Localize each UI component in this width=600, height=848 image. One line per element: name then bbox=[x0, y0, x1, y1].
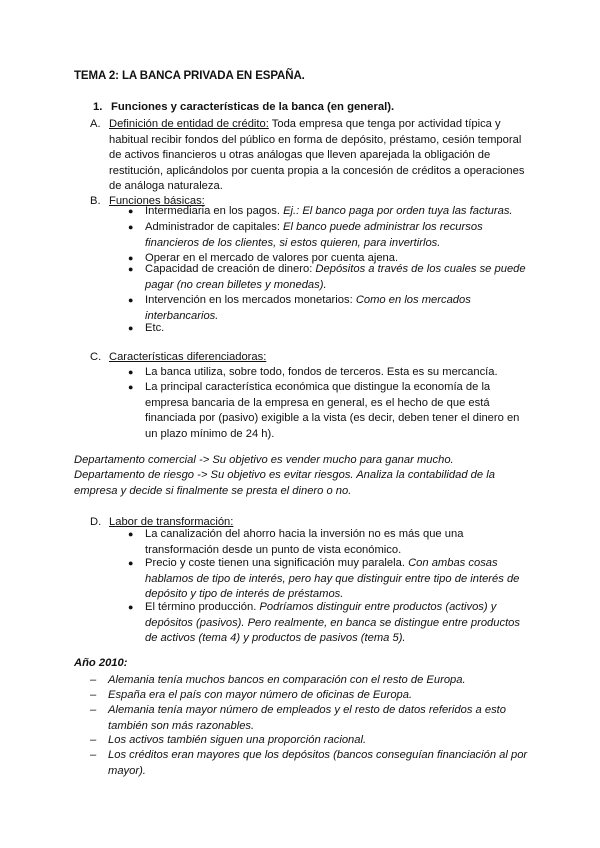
section-1-heading bbox=[93, 101, 394, 113]
bullet-icon: ● bbox=[128, 602, 134, 612]
dash-icon: – bbox=[90, 749, 97, 761]
section-a-heading: Definición de entidad de crédito: bbox=[109, 118, 269, 130]
section-a-letter: A. bbox=[90, 118, 101, 130]
bullet-icon: ● bbox=[128, 558, 134, 568]
list-item-italic: El banco puede administrar los recursos financieros de los clientes, si estos quieren, para invertirlos. bbox=[145, 221, 483, 249]
dash-item-text: España era el país con mayor número de oficinas de Europa. bbox=[108, 689, 413, 701]
note-line: Departamento de riesgo -> Su objetivo es evitar riesgos. Analiza la contabilidad de la empresa y decide si finalmente se presta el dinero o no. bbox=[74, 469, 495, 497]
bullet-icon: ● bbox=[128, 323, 134, 333]
dash-item-text: Alemania tenía mayor número de empleados y el resto de datos referidos a esto también son más razonables. bbox=[108, 704, 506, 732]
list-item bbox=[128, 321, 528, 337]
bullet-icon: ● bbox=[128, 253, 134, 263]
note-line: Departamento comercial -> Su objetivo es vender mucho para ganar mucho. bbox=[74, 454, 454, 466]
list-item-italic: Como en los mercados interbancarios. bbox=[145, 294, 471, 322]
dash-icon: – bbox=[90, 689, 97, 701]
list-item-text: Intermediaria en los pagos. bbox=[145, 205, 284, 217]
list-item-text: Precio y coste tienen una significación muy paralela. bbox=[145, 557, 409, 569]
bullet-icon: ● bbox=[128, 295, 134, 305]
dash-item bbox=[90, 688, 530, 704]
bullet-icon: ● bbox=[128, 222, 134, 232]
list-item-text: Operar en el mercado de valores por cuenta ajena. bbox=[145, 252, 399, 264]
section-c bbox=[90, 350, 530, 365]
bullet-icon: ● bbox=[128, 382, 134, 392]
bullet-icon: ● bbox=[128, 367, 134, 377]
dash-item-text: Alemania tenía muchos bancos en comparación con el resto de Europa. bbox=[108, 674, 466, 686]
list-item bbox=[128, 293, 528, 324]
section-1-label: Funciones y características de la banca (en general). bbox=[111, 101, 395, 113]
bullet-icon: ● bbox=[128, 529, 134, 539]
section-c-letter: C. bbox=[90, 351, 102, 363]
section-1-number: 1. bbox=[93, 101, 103, 113]
section-c-heading: Características diferenciadoras: bbox=[109, 351, 267, 363]
list-item-text: Intervención en los mercados monetarios: bbox=[145, 294, 356, 306]
section-b-letter: B. bbox=[90, 195, 101, 207]
dash-item-text: Los activos también siguen una proporción racional. bbox=[108, 734, 367, 746]
list-item-italic: Depósitos a través de los cuales se puede pagar (no crean billetes y monedas). bbox=[145, 263, 526, 291]
section-d-heading: Labor de transformación: bbox=[109, 516, 234, 528]
list-item bbox=[128, 204, 528, 220]
list-item bbox=[128, 600, 528, 647]
dash-item bbox=[90, 733, 530, 749]
list-item-text: Etc. bbox=[145, 322, 165, 334]
document-title: TEMA 2: LA BANCA PRIVADA EN ESPAÑA. bbox=[74, 70, 305, 82]
list-item bbox=[128, 527, 528, 558]
section-a bbox=[90, 117, 530, 132]
year-heading: Año 2010: bbox=[74, 657, 128, 669]
dash-item bbox=[90, 673, 530, 689]
section-a-text-first: Toda empresa que tenga por actividad típica y bbox=[268, 118, 501, 130]
dash-item-text: Los créditos eran mayores que los depósitos (bancos conseguían financiación al por mayor). bbox=[108, 749, 528, 777]
list-item bbox=[128, 380, 528, 442]
list-item-text: El término producción. bbox=[145, 601, 260, 613]
list-item bbox=[128, 220, 528, 251]
list-item-italic: Con ambas cosas hablamos de tipo de interés, pero hay que distinguir entre tipo de interés de depósito y tipo de interés de préstamos. bbox=[145, 557, 520, 600]
dash-icon: – bbox=[90, 704, 97, 716]
dash-icon: – bbox=[90, 674, 97, 686]
list-item-text: La principal característica económica que distingue la economía de la empresa bancaria de la empresa en general, es el hecho de que está financiada por (pasivo) exigible a la vista (es decir, deben tener el dinero en un plazo mínimo de 24 h). bbox=[145, 381, 520, 440]
bullet-icon: ● bbox=[128, 264, 134, 274]
list-item bbox=[128, 365, 528, 381]
list-item bbox=[128, 556, 528, 603]
section-d-letter: D. bbox=[90, 516, 102, 528]
dash-icon: – bbox=[90, 734, 97, 746]
list-item-italic: Ej.: El banco paga por orden tuya las facturas. bbox=[283, 205, 513, 217]
list-item-text: La banca utiliza, sobre todo, fondos de terceros. Esta es su mercancía. bbox=[145, 366, 498, 378]
list-item-text: Capacidad de creación de dinero: bbox=[145, 263, 316, 275]
section-b-heading: Funciones básicas: bbox=[109, 195, 205, 207]
bullet-icon: ● bbox=[128, 206, 134, 216]
section-a-text: habitual recibir fondos del público en forma de depósito, préstamo, cesión temporal de activos financieros u otras análogas que lleven aparejada la obligación de restitución, aplicándolos por cuenta propia a la concesión de créditos a operaciones de análoga naturaleza. bbox=[109, 133, 525, 192]
list-item-italic: Podríamos distinguir entre productos (activos) y depósitos (pasivos). Pero realmente, en banca se distingue entre productos de activos (tema 4) y productos de pasivos (tema 5). bbox=[145, 601, 520, 644]
list-item bbox=[128, 262, 528, 293]
list-item-text: Administrador de capitales: bbox=[145, 221, 284, 233]
dash-item bbox=[90, 703, 530, 734]
list-item-text: La canalización del ahorro hacia la inversión no es más que una transformación desde un punto de vista económico. bbox=[145, 528, 464, 556]
dash-item bbox=[90, 748, 530, 779]
